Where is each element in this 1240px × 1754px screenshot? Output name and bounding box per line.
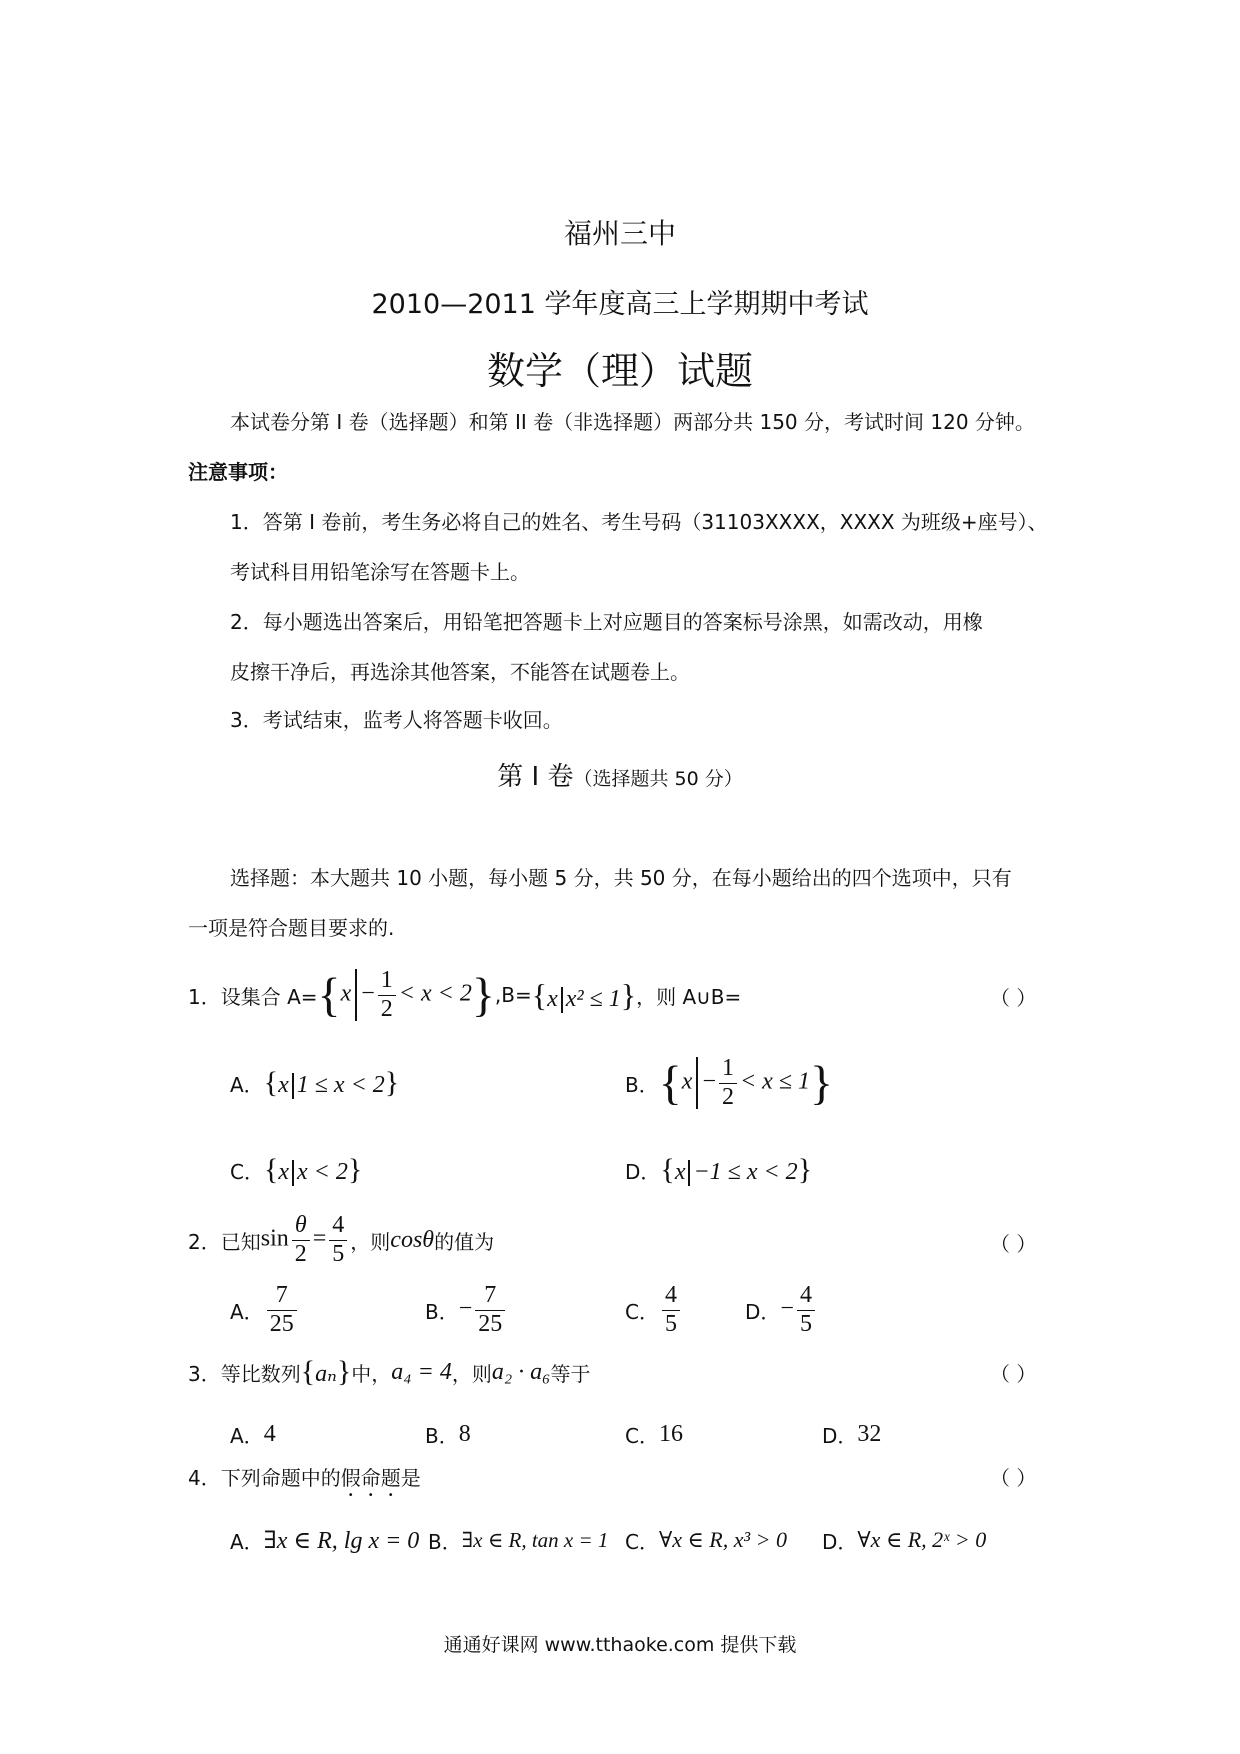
q3-option-c: C． 16 xyxy=(625,1420,683,1448)
q4-option-a: A． ∃x ∈ R, lg x = 0 xyxy=(230,1527,420,1554)
question-1 xyxy=(188,962,741,1028)
note-1-line1: 1．答第 I 卷前，考生务必将自己的姓名、考生号码（31103XXXX，XXXX 为班级+座号）、 xyxy=(230,510,1048,534)
note-1-line2: 考试科目用铅笔涂写在答题卡上。 xyxy=(230,560,530,584)
q4-emphasis: 假命题 xyxy=(340,1466,401,1490)
q2-option-c: C． $\frac{4}{5}$ xyxy=(625,1278,683,1342)
q3-mid2: ，则 xyxy=(451,1361,492,1386)
q3-option-a: A． 4 xyxy=(230,1420,276,1448)
q4-prefix: 4．下列命题中的 xyxy=(188,1466,341,1490)
exam-subtitle: 2010—2011 学年度高三上学期期中考试 xyxy=(371,289,869,320)
q2-option-d: D． − $\frac{4}{5}$ xyxy=(745,1278,818,1342)
q1-b-label: ,B= xyxy=(494,983,532,1007)
q4-option-b: B． ∃x ∈ R, tan x = 1 xyxy=(428,1527,609,1554)
q3-answer-paren: （ ） xyxy=(990,1362,1037,1386)
school-name: 福州三中 xyxy=(563,217,676,250)
q2-prefix: 2．已知 xyxy=(188,1229,261,1254)
choice-intro-line1: 选择题：本大题共 10 小题，每小题 5 分，共 50 分，在每小题给出的四个选项中，只有 xyxy=(230,866,1012,890)
note-3: 3．考试结束，监考人将答题卡收回。 xyxy=(230,708,563,732)
section-heading xyxy=(0,756,1240,793)
intro-text: 本试卷分第 I 卷（选择题）和第 II 卷（非选择题）两部分共 150 分，考试时间 120 分钟。 xyxy=(230,410,1035,434)
question-3 xyxy=(188,1352,591,1392)
section-sub: （选择题共 50 分） xyxy=(573,768,743,790)
question-4 xyxy=(188,1462,421,1501)
q1-option-b: B． {x − $\frac{1}{2}$ < x ≤ 1} xyxy=(625,1054,834,1110)
q2-mid: ，则 xyxy=(350,1229,391,1254)
q3-mid: 中， xyxy=(351,1361,392,1386)
page-title: 数学（理）试题 xyxy=(486,349,753,393)
note-2-line1: 2．每小题选出答案后，用铅笔把答题卡上对应题目的答案标号涂黑，如需改动，用橡 xyxy=(230,610,983,634)
q3-option-b: B． 8 xyxy=(425,1420,471,1448)
q3-sequence: {aₙ} xyxy=(300,1355,352,1388)
q3-condition: a₄ = 4 xyxy=(391,1358,452,1385)
choice-intro-line2: 一项是符合题目要求的. xyxy=(188,916,395,940)
q1-set-a: {x − $\frac{1}{2}$ < x < 2} xyxy=(317,966,495,1022)
q4-option-d: D． ∀x ∈ R, 2ˣ > 0 xyxy=(822,1527,987,1554)
q1-option-a: A． {x 1 ≤ x < 2} xyxy=(230,1066,400,1099)
q1-prefix: 1．设集合 A= xyxy=(188,984,318,1009)
q2-answer-paren: （ ） xyxy=(990,1232,1037,1256)
q4-suffix: 是 xyxy=(400,1466,421,1490)
notes-heading: 注意事项： xyxy=(188,460,288,484)
q1-answer-paren: （ ） xyxy=(990,986,1037,1010)
q2-cos: cosθ xyxy=(390,1226,435,1253)
q3-prefix: 3．等比数列 xyxy=(188,1361,301,1386)
q2-option-b: B． − $\frac{7}{25}$ xyxy=(425,1278,508,1342)
q1-option-c: C． {x x < 2} xyxy=(230,1153,363,1186)
q3-expression: a₂ · a₆ xyxy=(491,1358,551,1385)
q3-suffix: 等于 xyxy=(550,1361,591,1386)
q2-condition: sin $\frac{\theta}{2}$ = $\frac{4}{5}$ xyxy=(261,1212,351,1268)
q2-option-a: A． $\frac{7}{25}$ xyxy=(230,1278,300,1342)
footer-text: 通通好课网 www.tthaoke.com 提供下载 xyxy=(443,1634,797,1656)
q4-answer-paren: （ ） xyxy=(990,1466,1037,1490)
question-2 xyxy=(188,1208,494,1272)
q1-option-d: D． {x −1 ≤ x < 2} xyxy=(625,1153,813,1186)
q4-option-c: C． ∀x ∈ R, x³ > 0 xyxy=(625,1527,787,1554)
q2-suffix: 的值为 xyxy=(434,1229,495,1254)
section-main: 第 I 卷 xyxy=(497,762,574,792)
q3-option-d: D． 32 xyxy=(822,1420,882,1448)
note-2-line2: 皮擦干净后，再选涂其他答案，不能答在试题卷上。 xyxy=(230,660,690,684)
q1-set-b: {x x² ≤ 1} xyxy=(531,976,637,1013)
q1-suffix: ，则 A∪B= xyxy=(636,984,742,1009)
